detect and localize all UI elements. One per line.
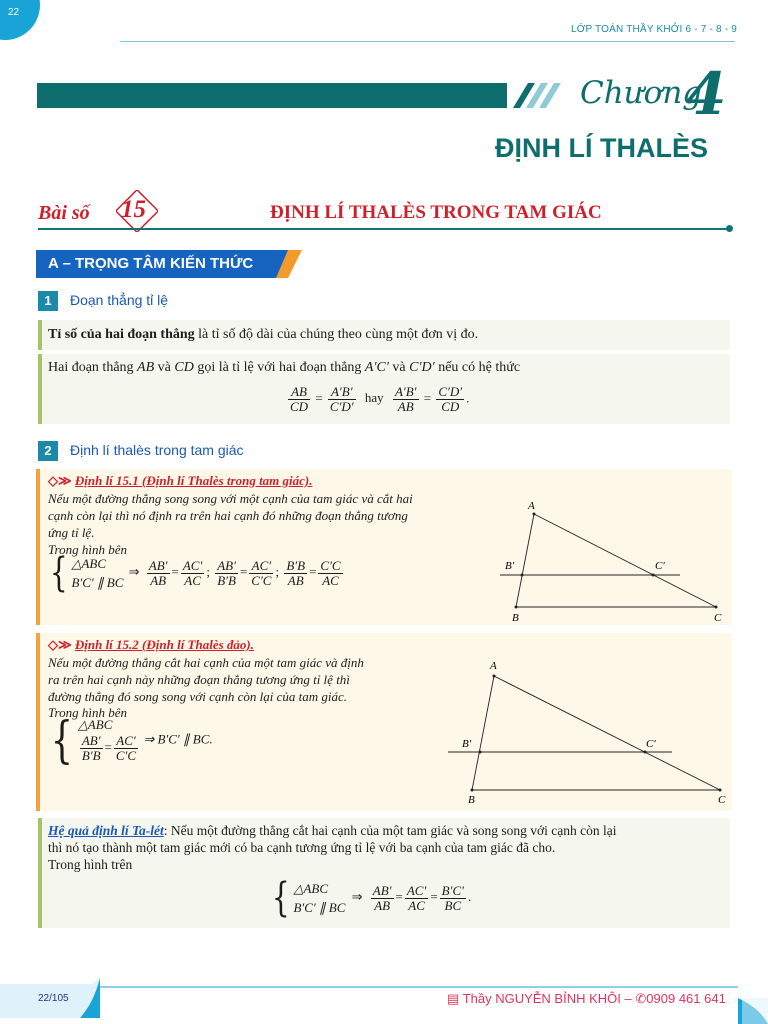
theorem-1-text-2: cạnh còn lại thì nó định ra trên hai cạnh đó những đoạn thẳng tương (48, 508, 408, 523)
subsection-1-number: 1 (38, 291, 58, 311)
box-accent-bar (38, 320, 42, 350)
fraction: $\frac{AB'}{B'B}$ (217, 557, 236, 588)
label-cp: C′ (646, 738, 656, 750)
phone-icon: ✆ (635, 991, 647, 1006)
hypothesis-triangle: △ABC (293, 881, 329, 896)
page-corner-number: 22 (8, 7, 20, 18)
theorem-2-heading (48, 636, 254, 654)
fraction: $\frac{AB'}{AB}$ (372, 882, 392, 913)
chapter-number: 4 (686, 60, 727, 128)
fraction: $\frac{AB'}{B'B}$ (81, 733, 101, 763)
hypothesis-triangle: △ABC (77, 717, 113, 732)
theorem-1-text-1: Nếu một đường thẳng song song với một cạnh của tam giác và cắt hai (48, 491, 413, 506)
footer-page-number: 22/105 (38, 993, 69, 1004)
proportion-formula: $\frac{AB}{CD}$ = $\frac{A'B'}{C'D'}$ hay $\frac{A'B'}{AB}$ = $\frac{C'D'}{CD}$ . (290, 384, 470, 414)
theorem-2-result: ⇒ B′C′ ∥ BC. (143, 731, 213, 747)
fraction: $\frac{AC'}{AC}$ (182, 557, 203, 588)
definition-ratio-rest: là tỉ số độ dài của chúng theo cùng một đơn vị đo. (194, 327, 479, 342)
corollary-text-2: thì nó tạo thành một tam giác mới có ba cạnh tương ứng tỉ lệ với ba cạnh của tam giác đã cho. (48, 840, 556, 855)
corollary-title: Hệ quả định lí Ta-lét (48, 823, 164, 838)
theorem-2-text-3: đường thẳng đó song song với cạnh còn lại của tam giác. (48, 689, 347, 704)
label-b: B (512, 612, 519, 624)
lesson-underline (38, 228, 728, 230)
box-accent-bar (38, 354, 42, 424)
fraction: $\frac{B'B}{AB}$ (286, 557, 306, 588)
fraction: $\frac{AB'}{AB}$ (148, 557, 168, 588)
corollary-body-1: : Nếu một đường thẳng cắt hai cạnh của một tam giác và song song với cạnh còn lại (163, 823, 617, 838)
definition-ratio-term: Tỉ số của hai đoạn thẳng (48, 327, 195, 342)
definition-proportional-box (38, 354, 730, 424)
chapter-title: ĐỊNH LÍ THALÈS (495, 133, 708, 163)
hypothesis-parallel: B′C′ ∥ BC (293, 900, 346, 915)
prop-text-2: gọi là tỉ lệ với hai đoạn thẳng (193, 360, 365, 375)
corollary-text-1 (48, 822, 617, 840)
diamond-icon: ◇≫ (48, 473, 72, 488)
fraction: $\frac{AC'}{AC}$ (406, 882, 427, 913)
label-a: A (528, 500, 535, 512)
theorem-1-text-4: Trong hình bên (48, 542, 127, 557)
label-b: B (468, 794, 475, 805)
theorem-2-box (36, 633, 732, 811)
definition-ratio-box (38, 320, 730, 350)
section-a-title: A – TRỌNG TÂM KIẾN THỨC (48, 255, 254, 272)
fraction: $\frac{C'D'}{CD}$ (438, 384, 463, 414)
theorem-1-box (36, 469, 732, 625)
theorem-2-text-1: Nếu một đường thẳng cắt hai cạnh của một tam giác và định (48, 655, 364, 670)
hypothesis-parallel: B′C′ ∥ BC (71, 575, 124, 590)
definition-ratio-text (48, 326, 478, 344)
fraction: $\frac{A'B'}{AB}$ (394, 384, 417, 414)
figure-1-triangle (490, 499, 730, 624)
hypothesis-triangle: △ABC (71, 556, 107, 571)
prop-text-3: nếu có hệ thức (434, 360, 521, 375)
theorem-1-heading (48, 472, 313, 490)
fraction: $\frac{B'C'}{BC}$ (441, 882, 464, 913)
page-corner-badge (0, 0, 40, 40)
footer-phone: 0909 461 641 (646, 991, 726, 1006)
fraction: $\frac{C'C}{AC}$ (320, 557, 341, 588)
fraction: $\frac{A'B'}{C'D'}$ (329, 384, 354, 414)
corollary-box (38, 818, 730, 928)
segment-apcp: A′C′ (364, 360, 389, 375)
lesson-underline-dot (726, 225, 733, 232)
theorem-2-title: Định lí 15.2 (Định lí Thalès đảo). (74, 637, 254, 652)
document-icon: ▤ (447, 991, 460, 1006)
footer-dash: – (624, 991, 632, 1006)
segment-cpdp: C′D′ (409, 360, 435, 375)
label-bp: B′ (462, 738, 472, 750)
theorem-1-formula: { △ABC B′C′ ∥ BC ⇒ $\frac{AB'}{AB}$ = $\frac{AC'}{AC}$ ; $\frac{AB'}{B'B}$ = $\frac{AC'}{C'C}$ ; $\frac{B'B}{AB}$ = $\frac{C'C}{AC}$ (49, 550, 341, 596)
label-c: C (714, 612, 722, 624)
fraction: $\frac{AC'}{C'C}$ (115, 733, 137, 763)
box-accent-bar (38, 818, 42, 928)
segment-cd: CD (174, 360, 194, 375)
footer-author: Thầy NGUYỄN BỈNH KHÔI (462, 991, 621, 1006)
prop-and-2: và (388, 360, 410, 375)
corollary-formula: { △ABC B′C′ ∥ BC ⇒ $\frac{AB'}{AB}$ = $\frac{AC'}{AC}$ = $\frac{B'C'}{BC}$ . (271, 875, 472, 921)
lesson-prefix: Bài số (38, 202, 90, 224)
fraction: $\frac{AB}{CD}$ (290, 384, 309, 414)
theorem-2-formula: { △ABC $\frac{AB'}{B'B}$ = $\frac{AC'}{C'C}$ ⇒ B′C′ ∥ BC. (50, 710, 213, 769)
subsection-2-number: 2 (38, 441, 58, 461)
label-bp: B′ (505, 560, 515, 572)
definition-proportional-text (48, 359, 520, 377)
segment-ab: AB (137, 360, 155, 375)
theorem-2-text-2: ra trên hai cạnh này những đoạn thẳng tương ứng tỉ lệ thì (48, 672, 350, 687)
series-label: LỚP TOÁN THẦY KHỞI 6 - 7 - 8 - 9 (571, 24, 738, 35)
fraction: $\frac{AC'}{C'C}$ (251, 557, 272, 588)
corollary-text-3: Trong hình trên (48, 857, 133, 872)
lesson-title: ĐỊNH LÍ THALÈS TRONG TAM GIÁC (270, 202, 602, 223)
footer-author-block (447, 991, 726, 1007)
lesson-number: 15 (121, 196, 146, 223)
header-line (120, 41, 735, 42)
label-c: C (718, 794, 726, 805)
subsection-2-title: Định lí thalès trong tam giác (70, 442, 244, 458)
prop-text-1: Hai đoạn thẳng (48, 360, 138, 375)
label-a: A (490, 660, 497, 672)
chapter-word: Chương (580, 75, 703, 111)
label-cp: C′ (655, 560, 665, 572)
figure-2-triangle (440, 655, 730, 805)
subsection-1-title: Đoạn thẳng tỉ lệ (70, 292, 169, 308)
prop-and-1: và (154, 360, 175, 375)
theorem-2-text-4: Trong hình bên (48, 705, 127, 720)
diamond-icon: ◇≫ (48, 637, 72, 652)
theorem-1-title: Định lí 15.1 (Định lí Thalès trong tam giác). (74, 473, 313, 488)
theorem-1-text-3: ứng tỉ lệ. (48, 525, 95, 540)
